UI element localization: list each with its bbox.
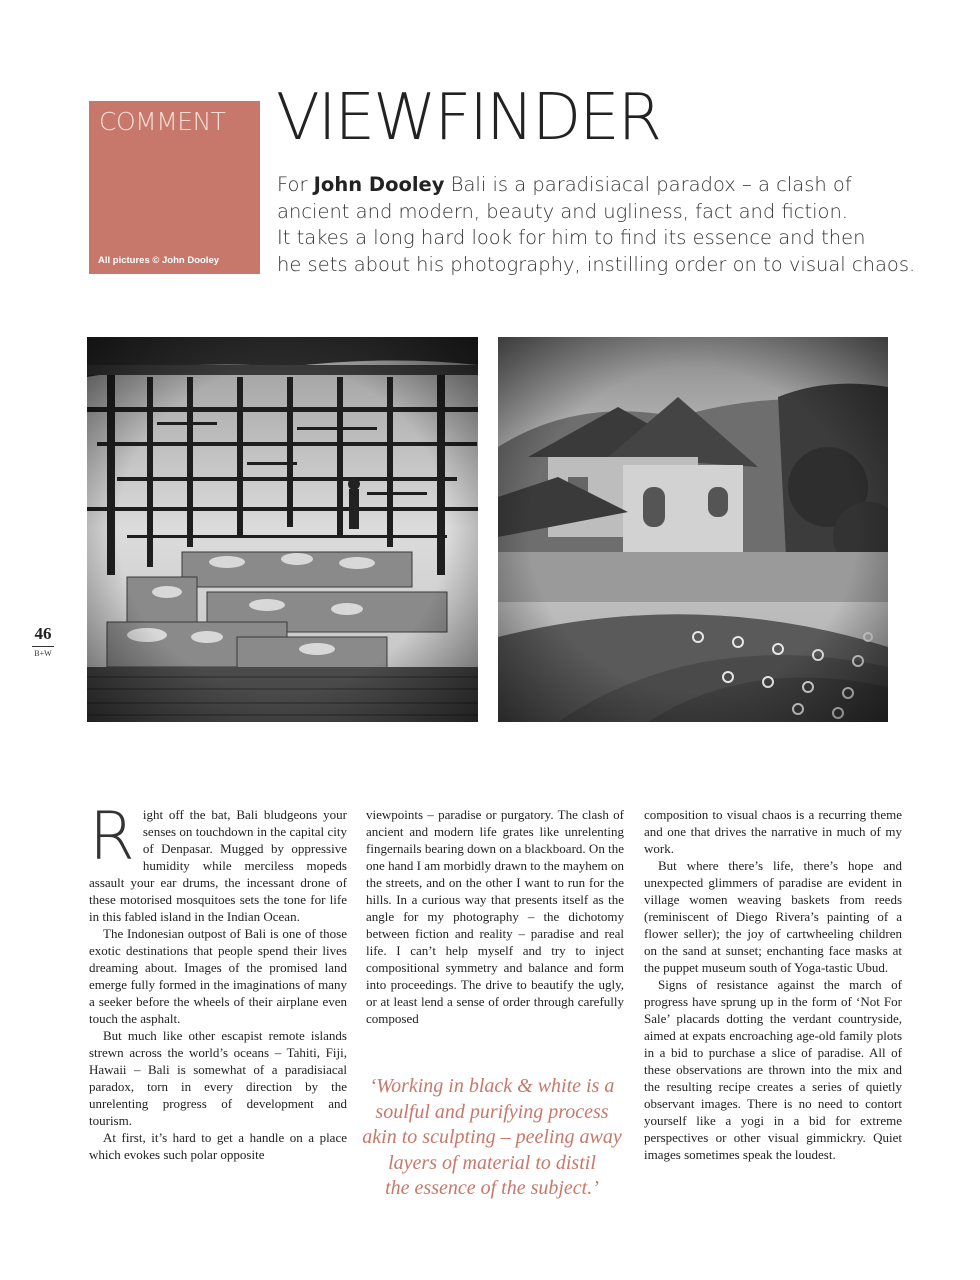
pull-quote-line: the essence of the subject.’: [385, 1177, 599, 1199]
body-column-1: [89, 798, 347, 1163]
page-number: 46: [34, 624, 52, 643]
paragraph: composition to visual chaos is a recurring theme and one that drives the narrative in much of my work.: [644, 807, 902, 856]
pull-quote-line: soulful and purifying process: [375, 1100, 609, 1123]
standfirst-line1: Bali is a paradisiacal paradox – a clash of: [450, 173, 852, 196]
standfirst-line3: It takes a long hard look for him to find its essence and then: [277, 226, 866, 249]
standfirst: [277, 172, 916, 278]
author-name: John Dooley: [313, 173, 445, 196]
section-label: COMMENT: [99, 107, 226, 136]
dropcap: R: [89, 798, 135, 875]
photo-house-steps: [498, 337, 888, 722]
body-column-2: [366, 806, 624, 1027]
paragraph: The Indonesian outpost of Bali is one of those exotic destinations that people spend their lives dreaming about. Images of the promised land emerge fully formed in the imaginations of many a seeker before the wheels of their airplane even touch the asphalt.: [89, 926, 347, 1026]
comment-box: [89, 101, 260, 274]
standfirst-line4: he sets about his photography, instilling order on to visual chaos.: [277, 252, 916, 276]
pull-quote: [358, 1074, 626, 1202]
paragraph: But where there’s life, there’s hope and unexpected glimmers of paradise are evident in village women weaving baskets from reeds (reminiscent of Diego Rivera’s painting of a flower seller); the joy of cartwheeling children on the sand at sunset; enchanting face masks at the puppet museum south of Yoga-tastic Ubud.: [644, 858, 902, 975]
paragraph: viewpoints – paradise or purgatory. The clash of ancient and modern life grates like unrelenting fingernails bearing down on a blackboard. On the one hand I am morbidly drawn to the mayhem on the streets, and on the other I want to run for the hills. In a curious way that presents itself as the angle for my photography – the dichotomy between fiction and reality – paradise and real life. I can’t help myself and try to inject compositional symmetry and balance and form into proceedings. The drive to beautify the ugly, or at least lend a sense of order through carefully composed: [366, 807, 624, 1026]
magazine-name: B+W: [34, 649, 52, 658]
folio-rule: [32, 646, 54, 647]
pull-quote-line: akin to sculpting – peeling away: [362, 1126, 622, 1148]
photo-pavilion-lounge: [87, 337, 478, 722]
folio: [30, 624, 56, 658]
pull-quote-line: ‘Working in black & white is a: [369, 1075, 615, 1097]
standfirst-lead: For: [277, 173, 308, 196]
page-title: VIEWFINDER: [276, 81, 661, 155]
photo-credit: All pictures © John Dooley: [98, 255, 220, 266]
paragraph: Signs of resistance against the march of progress have sprung up in the form of ‘Not For Sale’ placards dotting the verdant countryside, aimed at expats encroaching age-old family plots in a bid to purchase a slice of paradise. All of these observations are thrown into the mix and the resulting recipe creates a series of quietly observant images. There is no need to contort yourself like a yogi in a bid for extreme perspectives or other visual gimmickry. Quiet images sometimes speak the loudest.: [644, 977, 902, 1162]
body-column-3: [644, 806, 902, 1163]
paragraph: At first, it’s hard to get a handle on a place which evokes such polar opposite: [89, 1130, 347, 1162]
standfirst-line2: ancient and modern, beauty and ugliness, fact and fiction.: [277, 199, 849, 223]
paragraph: [89, 798, 347, 925]
paragraph-text: ight off the bat, Bali bludgeons your senses on touchdown in the capital city of Denpasar. Mugged by oppressive humidity while merciless mopeds assault your ear drums, the incessant drone of these motorised mosquitoes sets the tone for life in this fabled island in the Indian Ocean.: [89, 807, 347, 924]
pull-quote-line: layers of material to distil: [388, 1151, 596, 1174]
paragraph: But much like other escapist remote islands strewn across the world’s oceans – Tahiti, Fiji, Hawaii – Bali is somewhat of a paradisiacal paradox, torn in every direction by the unrelenting progress of development and tourism.: [89, 1028, 347, 1128]
